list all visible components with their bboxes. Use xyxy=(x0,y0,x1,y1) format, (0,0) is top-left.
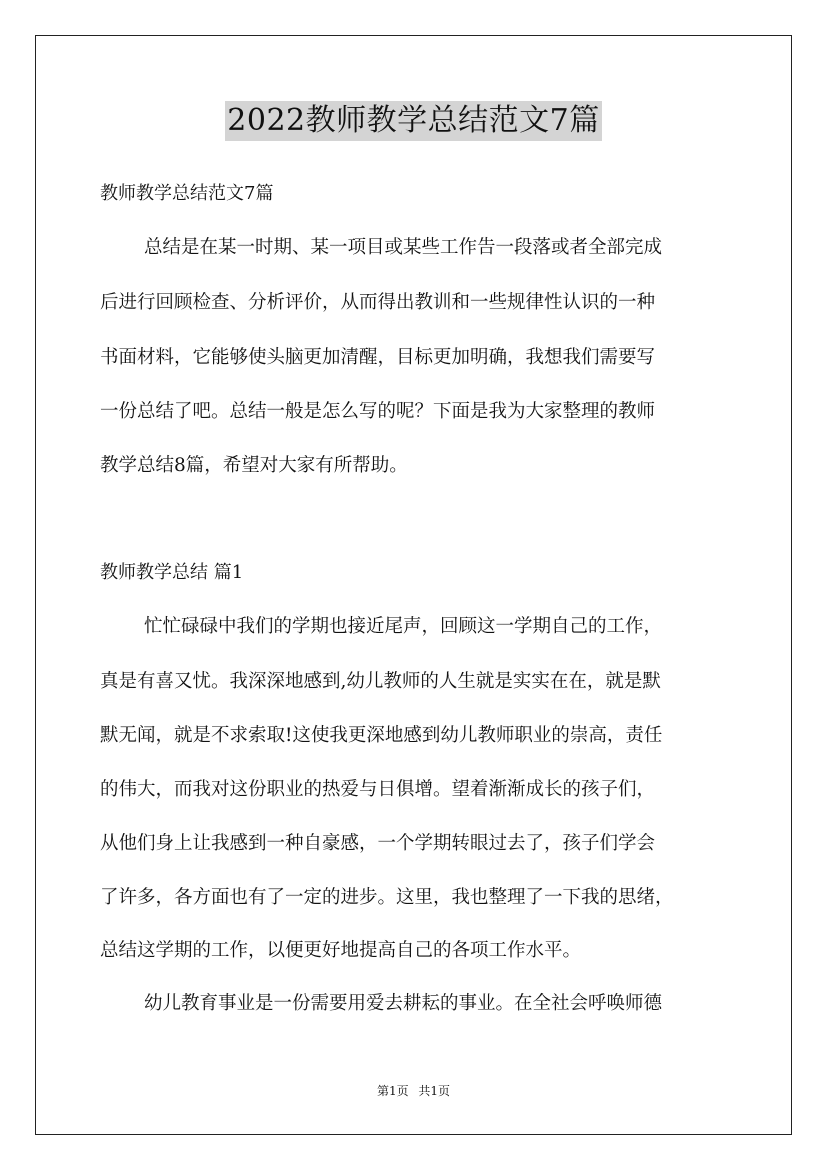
section-paragraph-line: 幼儿教育事业是一份需要用爱去耕耘的事业。在全社会呼唤师德 xyxy=(144,993,663,1014)
section-paragraph-line: 的伟大，而我对这份职业的热爱与日俱增。望着渐渐成长的孩子们， xyxy=(100,779,656,800)
page-number-current: 第1页 xyxy=(376,1084,409,1098)
intro-paragraph-line: 一份总结了吧。总结一般是怎么写的呢？下面是我为大家整理的教师 xyxy=(100,401,656,422)
section-paragraph-line: 忙忙碌碌中我们的学期也接近尾声，回顾这一学期自己的工作， xyxy=(144,616,663,637)
page-number-total: 共1页 xyxy=(418,1084,451,1098)
section-paragraph-line: 默无闻，就是不求索取!这使我更深地感到幼儿教师职业的崇高，责任 xyxy=(100,725,663,746)
intro-paragraph-line: 教学总结8篇，希望对大家有所帮助。 xyxy=(100,455,408,476)
page-footer xyxy=(0,1083,827,1099)
section-paragraph-line: 真是有喜又忧。我深深地感到,幼儿教师的人生就是实实在在，就是默 xyxy=(100,671,661,692)
document-title xyxy=(0,100,827,141)
section-paragraph-line: 从他们身上让我感到一种自豪感，一个学期转眼过去了，孩子们学会 xyxy=(100,833,656,854)
section-paragraph-line: 总结这学期的工作，以便更好地提高自己的各项工作水平。 xyxy=(100,940,582,961)
intro-paragraph-line: 书面材料，它能够使头脑更加清醒，目标更加明确，我想我们需要写 xyxy=(100,347,656,368)
intro-paragraph-line: 总结是在某一时期、某一项目或某些工作告一段落或者全部完成 xyxy=(144,237,663,258)
document-title-text: 2022教师教学总结范文7篇 xyxy=(225,101,601,141)
section-paragraph-line: 了许多，各方面也有了一定的进步。这里，我也整理了一下我的思绪， xyxy=(100,887,674,908)
intro-heading: 教师教学总结范文7篇 xyxy=(100,183,274,204)
intro-paragraph-line: 后进行回顾检查、分析评价，从而得出教训和一些规律性认识的一种 xyxy=(100,292,656,313)
section-heading: 教师教学总结 篇1 xyxy=(100,562,244,583)
